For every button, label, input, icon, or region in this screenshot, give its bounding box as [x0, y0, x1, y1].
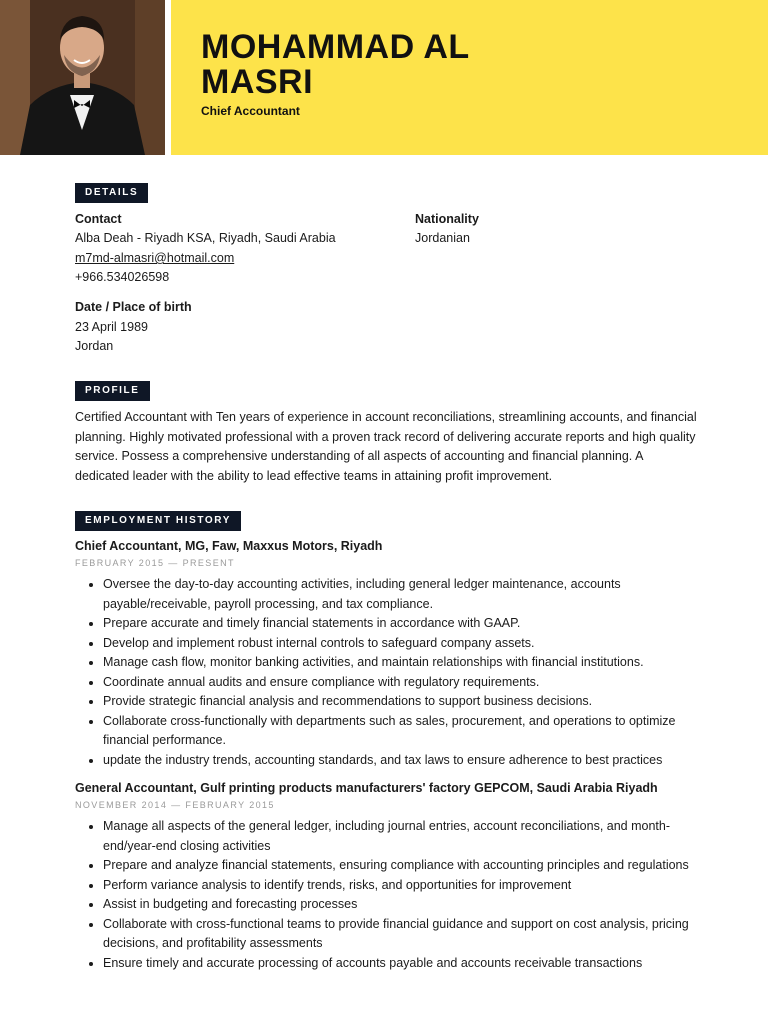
contact-label: Contact: [75, 212, 122, 226]
list-item: • Coordinate annual audits and ensure compliance with regulatory requirements.: [103, 673, 703, 693]
candidate-job-title: Chief Accountant: [201, 104, 300, 118]
profile-photo: [0, 0, 165, 155]
list-item: • Prepare accurate and timely financial statements in accordance with GAAP.: [103, 614, 703, 634]
job-1-bullet-list: [83, 575, 703, 770]
employment-section-label: EMPLOYMENT HISTORY: [75, 511, 241, 531]
list-item: • Oversee the day-to-day accounting activities, including general ledger maintenance, accounts payable/receivable, payroll processing, and tax compliance.: [103, 575, 703, 614]
contact-address: Alba Deah - Riyadh KSA, Riyadh, Saudi Arabia: [75, 231, 336, 245]
list-item: • Provide strategic financial analysis and recommendations to support business decisions.: [103, 692, 703, 712]
job-title-2: General Accountant, Gulf printing products manufacturers' factory GEPCOM, Saudi Arabia Riyadh: [75, 781, 658, 795]
nationality-value: Jordanian: [415, 231, 470, 245]
list-item: • Prepare and analyze financial statements, ensuring compliance with accounting principles and regulations: [103, 856, 703, 876]
nationality-label: Nationality: [415, 212, 479, 226]
job-title-1: Chief Accountant, MG, Faw, Maxxus Motors, Riyadh: [75, 539, 383, 553]
list-item: • Collaborate with cross-functional teams to provide financial guidance and support on cost analysis, pricing decisions, and profitability assessments: [103, 915, 703, 954]
profile-section-label: PROFILE: [75, 381, 150, 401]
list-item: • Perform variance analysis to identify trends, risks, and opportunities for improvement: [103, 876, 703, 896]
list-item: • Assist in budgeting and forecasting processes: [103, 895, 703, 915]
list-item: • Collaborate cross-functionally with departments such as sales, procurement, and operations to optimize financial performance.: [103, 712, 703, 751]
list-item: • Ensure timely and accurate processing of accounts payable and accounts receivable transactions: [103, 954, 703, 974]
list-item: • update the industry trends, accounting standards, and tax laws to ensure adherence to best practices: [103, 751, 703, 771]
job-2-bullet-list: [83, 817, 703, 973]
details-section-label: DETAILS: [75, 183, 148, 203]
job-dates-1: FEBRUARY 2015 — PRESENT: [75, 558, 235, 568]
job-dates-2: NOVEMBER 2014 — FEBRUARY 2015: [75, 800, 275, 810]
list-item: • Manage all aspects of the general ledger, including journal entries, account reconciliations, and month-end/year-end closing activities: [103, 817, 703, 856]
birth-place: Jordan: [75, 339, 114, 353]
list-item: • Manage cash flow, monitor banking activities, and maintain relationships with financial institutions.: [103, 653, 703, 673]
profile-summary: Certified Accountant with Ten years of experience in account reconciliations, streamlining accounts, and financial planning. Highly motivated professional with a proven track record of delivering accurate reports and high quality service. Possess a comprehensive understanding of all aspects of accounting and financial planning. A dedicated leader with the ability to lead effective teams in attaining profit improvement.: [75, 410, 697, 483]
portrait-illustration: [0, 0, 165, 155]
header-banner: [171, 0, 768, 155]
list-item: • Develop and implement robust internal controls to safeguard company assets.: [103, 634, 703, 654]
birth-label: Date / Place of birth: [75, 300, 192, 314]
contact-phone: +966.534026598: [75, 270, 170, 284]
birth-date: 23 April 1989: [75, 320, 148, 334]
candidate-name: MOHAMMAD AL MASRI: [201, 28, 470, 101]
contact-email-link[interactable]: m7md-almasri@hotmail.com: [75, 251, 235, 265]
